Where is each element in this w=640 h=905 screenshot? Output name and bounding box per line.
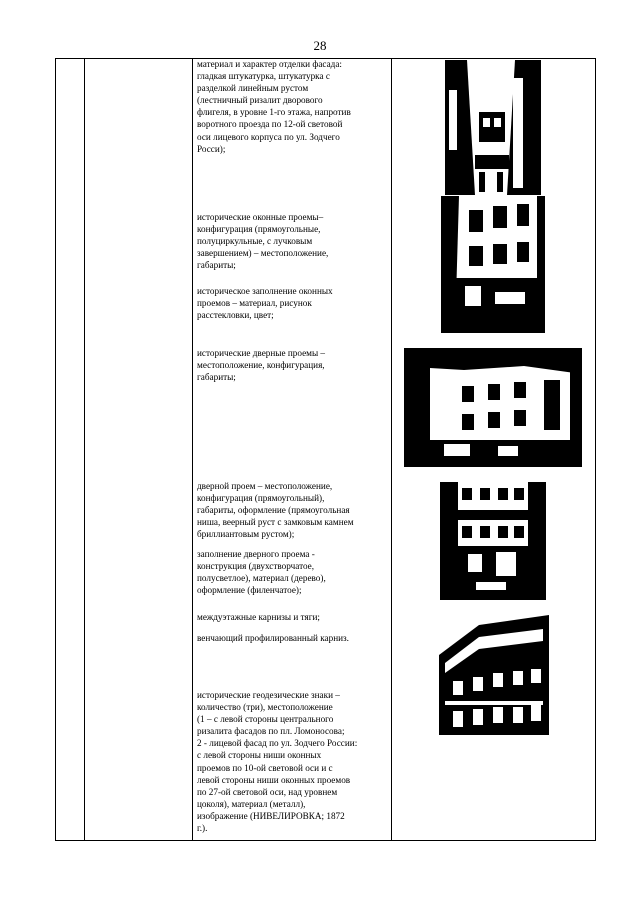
column-divider-3 — [391, 58, 392, 841]
protected-features-table — [55, 58, 596, 841]
column-divider-1 — [84, 58, 85, 841]
feature-entry: исторические дверные проемы – местоположение, конфигурация, габариты; — [197, 348, 326, 383]
feature-entry: историческое заполнение оконных проемов – материал, рисунок расстекловки, цвет; — [197, 286, 333, 321]
feature-entry: заполнение дверного проема - конструкция (двухстворчатое, полусветлое), материал (дерево), оформление (филенчатое); — [197, 549, 326, 596]
table-border-bottom — [55, 840, 596, 841]
feature-entry: венчающий профилированный карниз. — [197, 633, 349, 643]
feature-entry: дверной проем – местоположение, конфигурация (прямоугольный), габариты, оформление (прямоугольная ниша, веерный руст с замковым камнем бриллиантовым рустом); — [197, 481, 354, 540]
courtyard-facade-photo — [445, 60, 541, 195]
cornices-facade-photo — [439, 615, 549, 748]
column-divider-2 — [192, 58, 193, 841]
feature-entry: исторические геодезические знаки – количество (три), местоположение (1 – с левой стороны центрального ризалита фасадов по пл. Ломоносова; 2 - лицевой фасад по ул. Зодчего России: с левой стороны ниши оконных проемов по 10-ой световой оси и с левой стороны ниши оконных проемов по 27-ой световой оси, над уровнем цоколя), материал (металл), изображение (НИВЕЛИРОВКА; 1872 г.). — [197, 690, 358, 834]
feature-entry: материал и характер отделки фасада: гладкая штукатурка, штукатурка с разделкой линейным рустом (лестничный ризалит дворового флигеля, в уровне 1-го этажа, напротив воротного проезда по 12-ой световой оси лицевого корпуса по ул. Зодчего Росси); — [197, 59, 351, 154]
table-border-right — [595, 58, 596, 841]
doorway-photo — [440, 482, 546, 600]
window-openings-photo — [441, 196, 545, 333]
door-openings-photo — [404, 348, 582, 467]
page-number: 28 — [313, 38, 327, 53]
feature-entry: междуэтажные карнизы и тяги; — [197, 612, 320, 622]
feature-entry: исторические оконные проемы– конфигурация (прямоугольные, полуциркульные, с лучковым завершением) – местоположение, габариты; — [197, 212, 329, 271]
table-border-left — [55, 58, 56, 841]
